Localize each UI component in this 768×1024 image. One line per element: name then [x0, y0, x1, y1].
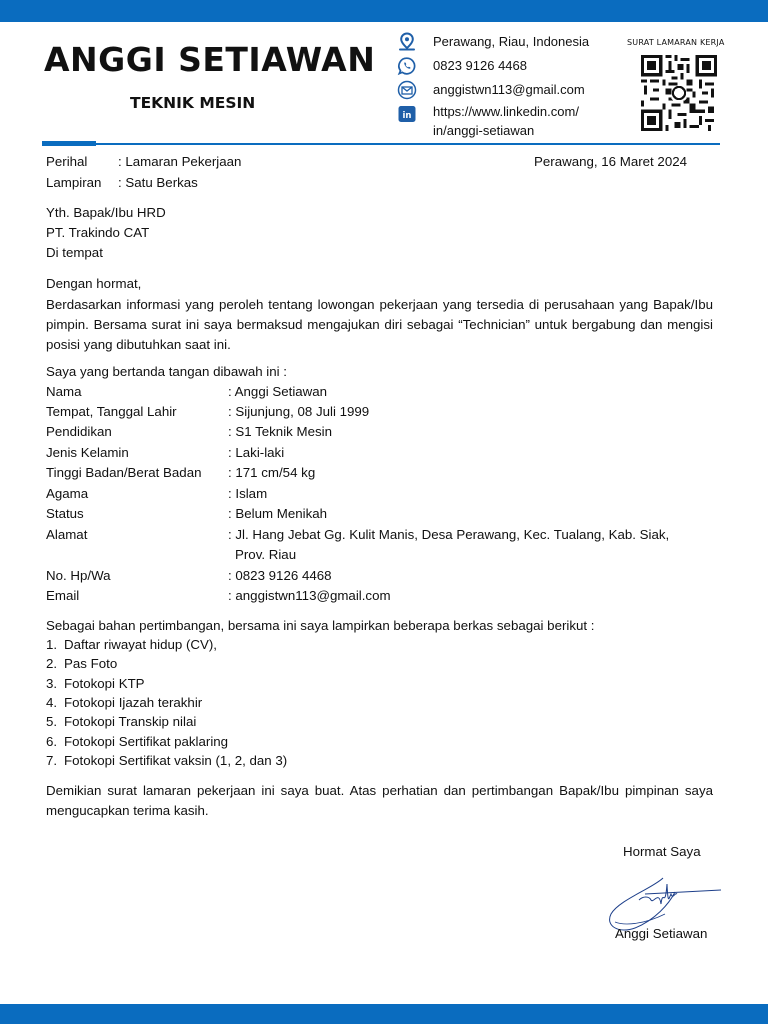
detail-value: : Sijunjung, 08 Juli 1999 — [228, 404, 370, 419]
bottom-accent-band — [0, 1004, 768, 1024]
personal-intro: Saya yang bertanda tangan dibawah ini : — [46, 364, 287, 379]
linkedin-icon — [397, 104, 417, 124]
attachment-item: Fotokopi Sertifikat vaksin (1, 2, dan 3) — [64, 753, 288, 768]
recipient-line: Yth. Bapak/Ibu HRD — [46, 205, 166, 220]
regards: Hormat Saya — [623, 844, 701, 859]
perihal-value: : Lamaran Pekerjaan — [118, 154, 242, 169]
recipient-company: PT. Trakindo CAT — [46, 225, 150, 240]
contact-linkedin-line1[interactable]: https://www.linkedin.com/ — [433, 104, 579, 119]
detail-value: : Jl. Hang Jebat Gg. Kulit Manis, Desa Perawang, Kec. Tualang, Kab. Siak, — [228, 527, 670, 542]
detail-value: : Belum Menikah — [228, 506, 328, 521]
closing-paragraph: Demikian surat lamaran pekerjaan ini saya buat. Atas perhatian dan pertimbangan Bapak/Ibu pimpinan saya mengucapkan terima kasih. — [46, 783, 713, 818]
top-accent-band — [0, 0, 768, 22]
detail-value: : S1 Teknik Mesin — [228, 424, 332, 439]
lampiran-value: : Satu Berkas — [118, 175, 198, 190]
qr-caption: SURAT LAMARAN KERJA — [627, 38, 725, 47]
attachment-number: 7. — [46, 753, 58, 768]
detail-value: : Laki-laki — [228, 445, 285, 460]
detail-label: Email — [46, 588, 80, 603]
location-pin-icon — [397, 32, 417, 52]
contact-phone: 0823 9126 4468 — [433, 58, 527, 73]
perihal-label: Perihal — [46, 154, 88, 169]
contact-location: Perawang, Riau, Indonesia — [433, 34, 590, 49]
svg-text:in: in — [402, 111, 412, 121]
detail-value: : 171 cm/54 kg — [228, 465, 316, 480]
detail-value: : Islam — [228, 486, 268, 501]
header-divider — [42, 143, 720, 145]
detail-label: Status — [46, 506, 84, 521]
detail-value: : 0823 9126 4468 — [228, 568, 332, 583]
detail-value: : anggistwn113@gmail.com — [228, 588, 391, 603]
attachment-number: 5. — [46, 714, 58, 729]
detail-label: No. Hp/Wa — [46, 568, 111, 583]
contact-email: anggistwn113@gmail.com — [433, 82, 585, 97]
opening-paragraph: Berdasarkan informasi yang peroleh tentang lowongan pekerjaan yang tersedia di perusahaan yang Bapak/Ibu pimpin. Bersama surat ini saya bermaksud mengajukan diri sebagai “Technician” untuk bergabung dan mengisi posisi yang dibutuhkan saat ini. — [46, 297, 713, 352]
detail-label: Agama — [46, 486, 89, 501]
attachment-number: 2. — [46, 656, 58, 671]
detail-label: Jenis Kelamin — [46, 445, 129, 460]
recipient-place: Di tempat — [46, 245, 103, 260]
detail-label: Tempat, Tanggal Lahir — [46, 404, 177, 419]
whatsapp-icon — [397, 56, 417, 76]
attachment-item: Fotokopi Sertifikat paklaring — [64, 734, 229, 749]
detail-label: Tinggi Badan/Berat Badan — [46, 465, 202, 480]
detail-label: Nama — [46, 384, 82, 399]
detail-label: Alamat — [46, 527, 88, 542]
attachment-item: Daftar riwayat hidup (CV), — [64, 637, 217, 652]
detail-value-continued: Prov. Riau — [235, 547, 297, 562]
greeting: Dengan hormat, — [46, 276, 142, 291]
detail-label: Pendidikan — [46, 424, 112, 439]
email-icon — [397, 80, 417, 100]
attachment-item: Fotokopi Transkip nilai — [64, 714, 197, 729]
attachment-number: 4. — [46, 695, 58, 710]
attachment-number: 6. — [46, 734, 58, 749]
letter-date: Perawang, 16 Maret 2024 — [534, 154, 688, 169]
qr-code-icon — [640, 55, 718, 131]
attachment-number: 1. — [46, 637, 58, 652]
signer-name: Anggi Setiawan — [615, 926, 708, 941]
applicant-name: ANGGI SETIAWAN — [44, 40, 376, 79]
attachment-item: Fotokopi KTP — [64, 676, 145, 691]
contact-linkedin-line2[interactable]: in/anggi-setiawan — [433, 123, 535, 138]
attachments-intro: Sebagai bahan pertimbangan, bersama ini saya lampirkan beberapa berkas sebagai berikut : — [46, 618, 595, 633]
attachment-item: Pas Foto — [64, 656, 118, 671]
lampiran-label: Lampiran — [46, 175, 102, 190]
detail-value: : Anggi Setiawan — [228, 384, 328, 399]
header-divider-accent — [42, 141, 96, 146]
attachment-item: Fotokopi Ijazah terakhir — [64, 695, 203, 710]
applicant-role: TEKNIK MESIN — [130, 94, 256, 112]
attachment-number: 3. — [46, 676, 58, 691]
